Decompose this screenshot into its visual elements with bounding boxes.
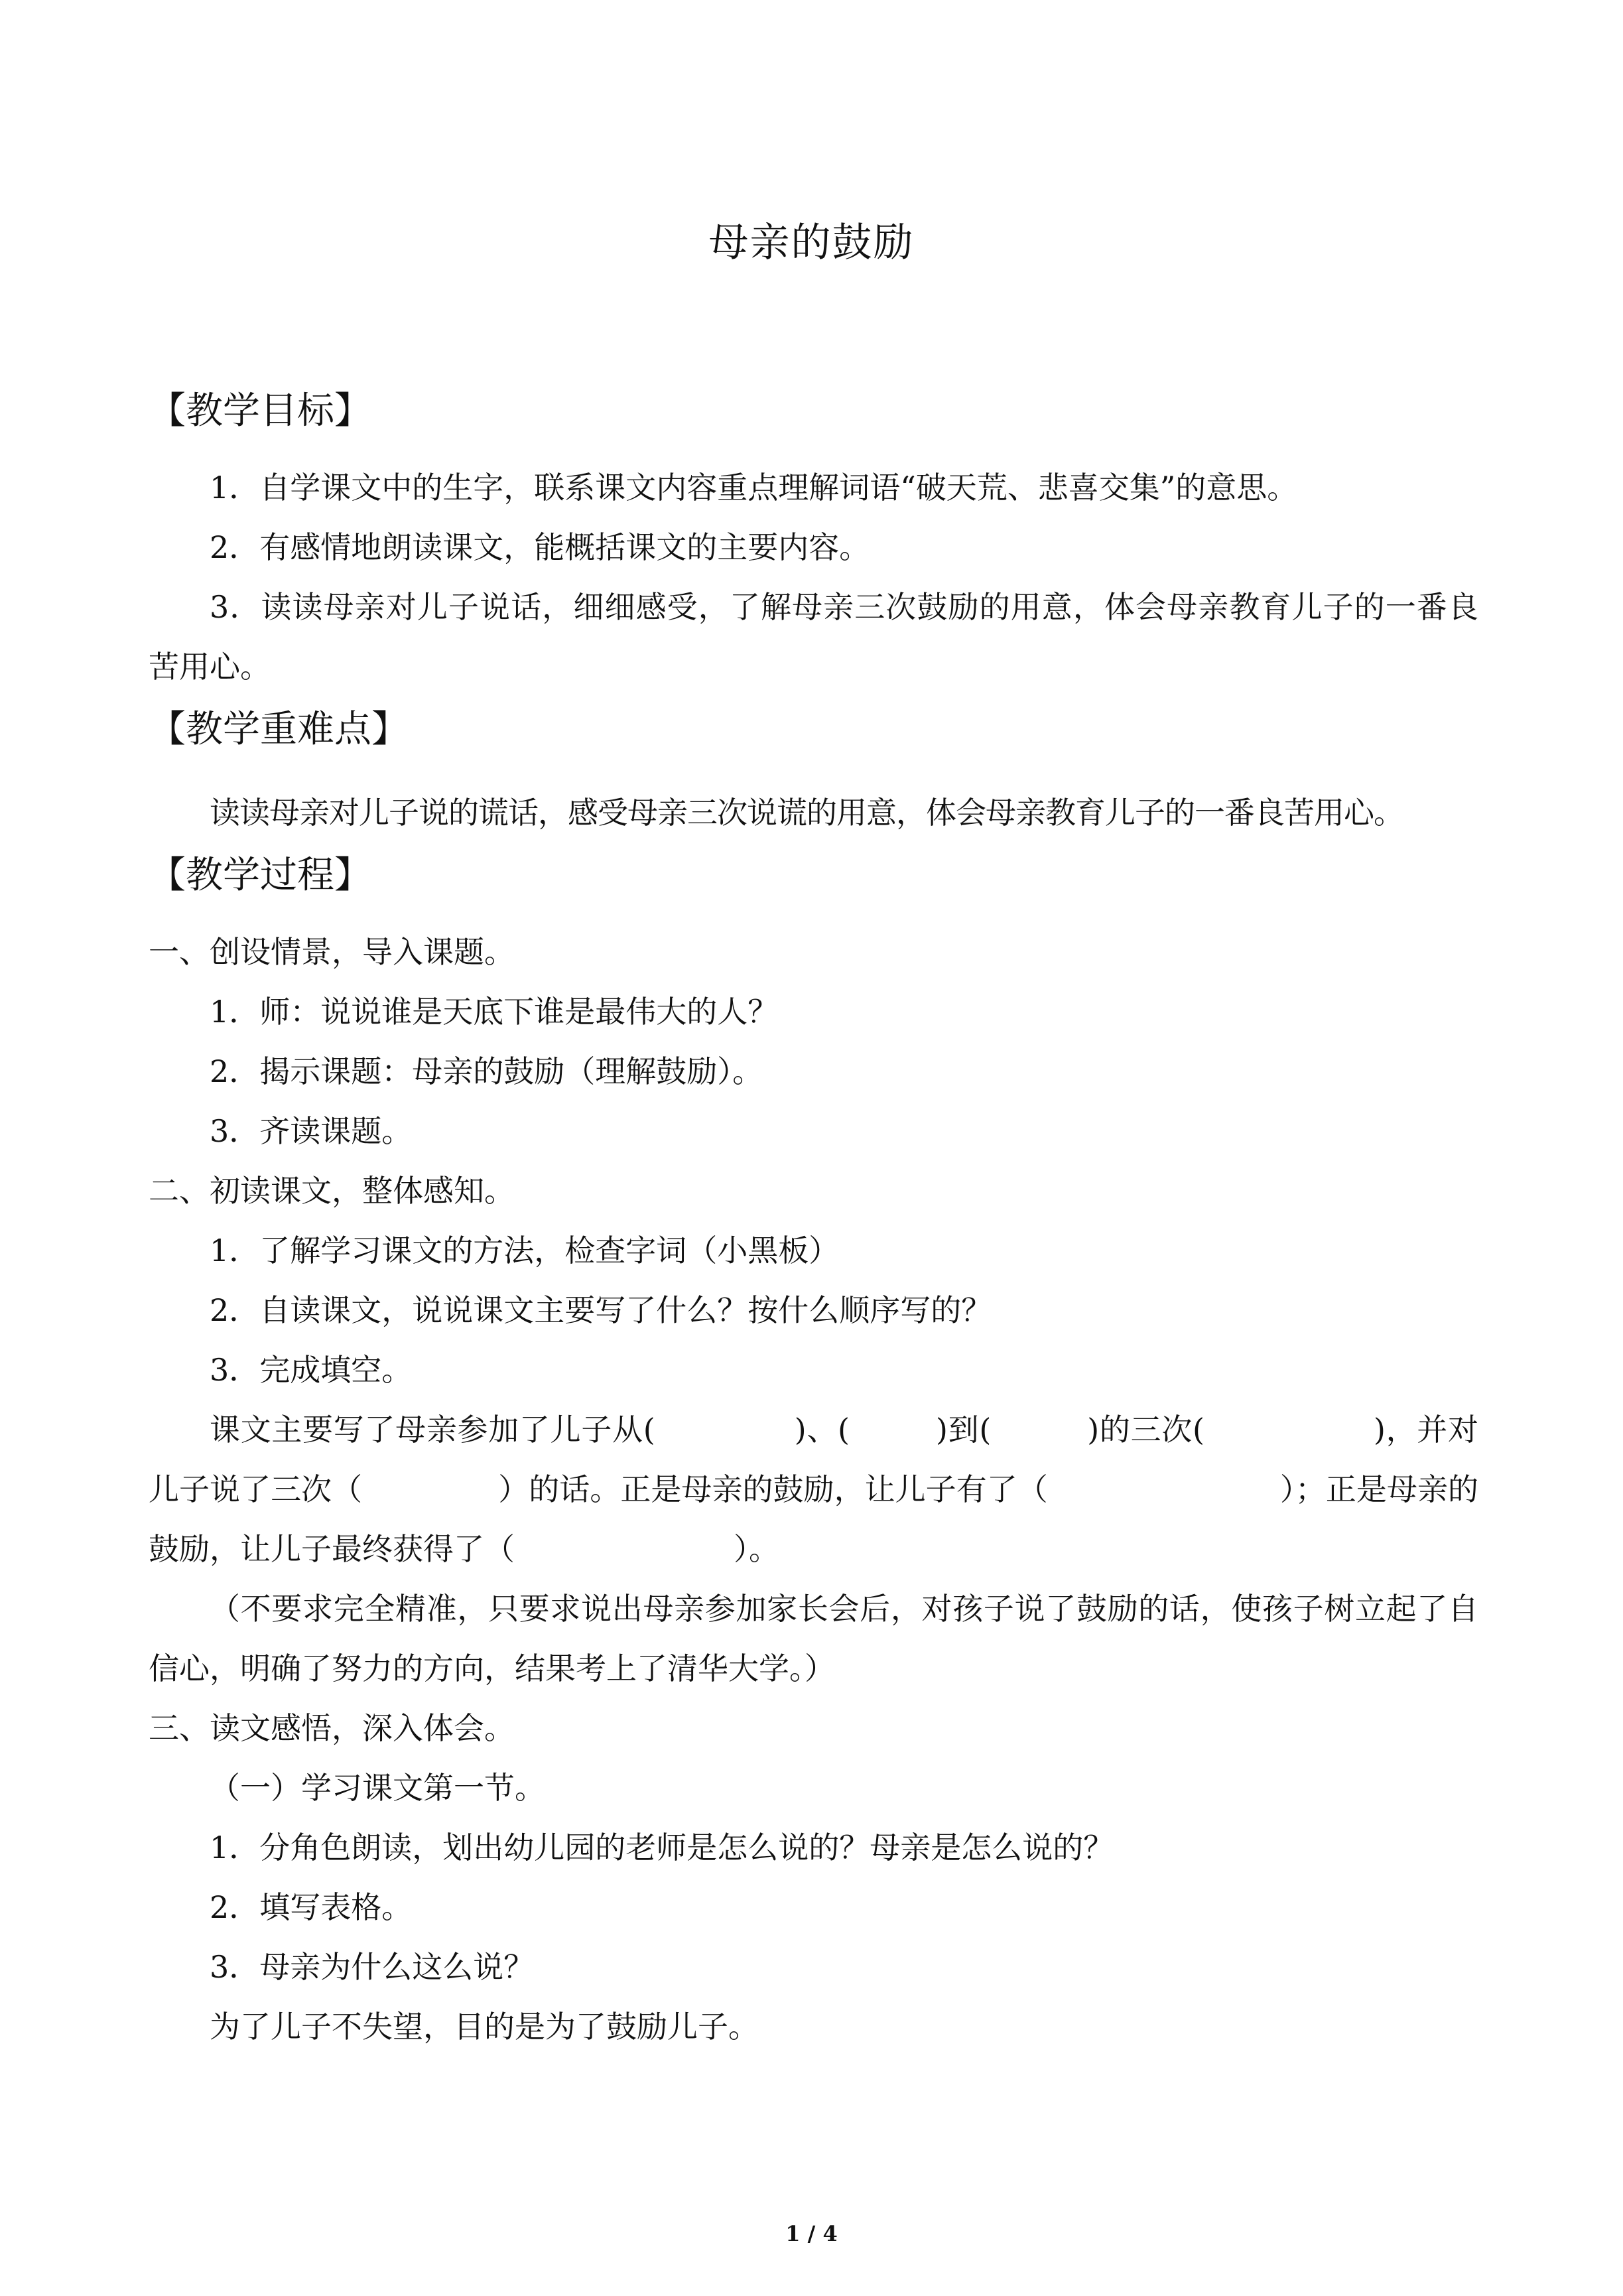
step-item: 2．填写表格。 <box>210 1889 413 1925</box>
fill-in-blank-paragraph <box>149 1400 1478 1579</box>
step-item: 1．师：说说谁是天底下谁是最伟大的人？ <box>210 994 779 1030</box>
key-points-heading: 【教学重难点】 <box>149 708 409 751</box>
teacher-note: （不要求完全精准，只要求说出母亲参加家长会后，对孩子说了鼓励的话，使孩子树立起了自信心，明确了努力的方向，结果考上了清华大学。） <box>149 1591 1478 1686</box>
key-points-text: 读读母亲对儿子说的谎话，感受母亲三次说谎的用意，体会母亲教育儿子的一番良苦用心。 <box>210 795 1403 831</box>
fill-text: ）。 <box>734 1531 779 1567</box>
fill-text: 课文主要写了母亲参加了儿子从( <box>210 1412 655 1448</box>
step-heading: 一、创设情景，导入课题。 <box>149 934 515 970</box>
step-item: 2．自读课文，说说课文主要写了什么？按什么顺序写的？ <box>210 1292 992 1328</box>
goal-item: 3．读读母亲对儿子说话，细细感受，了解母亲三次鼓励的用意，体会母亲教育儿子的一番良苦用心。 <box>149 589 1478 685</box>
step-heading: 三、读文感悟，深入体会。 <box>149 1710 515 1746</box>
goals-heading: 【教学目标】 <box>149 389 371 433</box>
goal-item: 1．自学课文中的生字，联系课文内容重点理解词语“破天荒、悲喜交集”的意思。 <box>210 470 1298 506</box>
sub-step-heading: （一）学习课文第一节。 <box>210 1770 545 1806</box>
step-item: 1．了解学习课文的方法，检查字词（小黑板） <box>210 1233 840 1268</box>
fill-text: ）的话。正是母亲的鼓励，让儿子有了（ <box>498 1471 1048 1507</box>
goal-item: 2．有感情地朗读课文，能概括课文的主要内容。 <box>210 529 870 565</box>
fill-text: )到( <box>935 1412 992 1448</box>
answer-text: 为了儿子不失望，目的是为了鼓励儿子。 <box>210 2009 759 2045</box>
step-item: 1．分角色朗读，划出幼儿园的老师是怎么说的？母亲是怎么说的？ <box>210 1830 1114 1865</box>
fill-text: ）；正是母亲的鼓励，让儿子最终获得了（ <box>149 1471 1479 1567</box>
fill-text: )的三次( <box>1087 1412 1204 1448</box>
step-item: 3．母亲为什么这么说？ <box>210 1949 535 1985</box>
step-heading: 二、初读课文，整体感知。 <box>149 1173 515 1209</box>
fill-text: )，并对儿子说了三次（ <box>149 1412 1479 1507</box>
step-item: 3．齐读课题。 <box>210 1113 413 1149</box>
step-item: 2．揭示课题：母亲的鼓励（理解鼓励）。 <box>210 1053 763 1089</box>
process-heading: 【教学过程】 <box>149 854 371 897</box>
page-title: 母亲的鼓励 <box>708 220 915 266</box>
page-number: 1 / 4 <box>785 2221 838 2246</box>
step-item: 3．完成填空。 <box>210 1352 413 1388</box>
fill-text: )、( <box>794 1412 850 1448</box>
document-body <box>149 378 1478 2057</box>
